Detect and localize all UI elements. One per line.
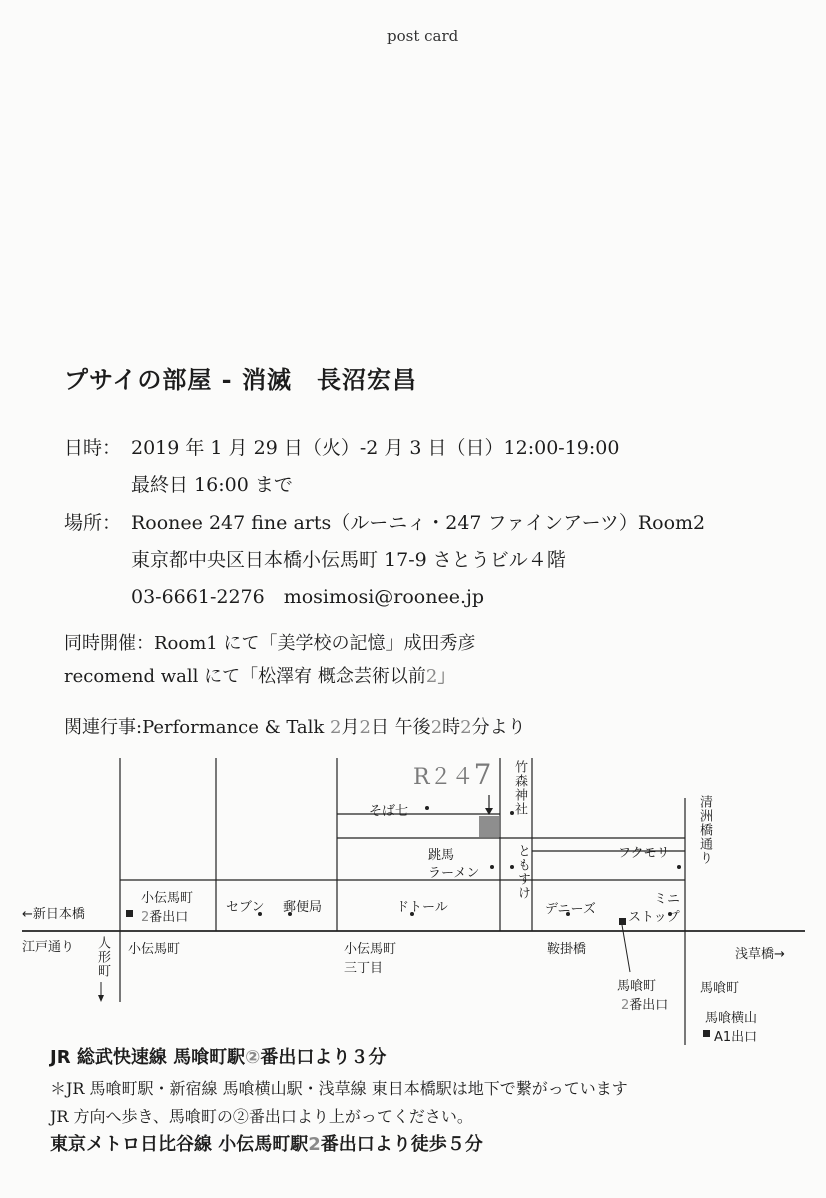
map-label-ministop-2: ストップ — [628, 910, 680, 925]
access-jr-exit-number: ② — [245, 1047, 261, 1068]
venue-name: Roonee 247 fine arts（ルーニィ・247 ファインアーツ）Room2 — [131, 512, 706, 534]
concurrent-line2-suffix: 」 — [437, 666, 456, 687]
map-label-kurakakebashi: 鞍掛橋 — [547, 942, 587, 957]
access-jr-prefix: JR 総武快速線 馬喰町駅 — [50, 1047, 246, 1068]
access-note-2: JR 方向へ歩き、馬喰町の②番出口より上がってください。 — [50, 1107, 473, 1126]
concurrent-line2-number: 2 — [425, 666, 438, 687]
map-label-kodenmacho-station: 小伝馬町 — [141, 891, 194, 906]
map-label-doutor: ドトール — [396, 900, 448, 915]
map-label-kodenmacho-exit — [141, 906, 188, 925]
related-month-unit: 月 — [341, 717, 360, 738]
map-label-shin-nihonbashi: ←新日本橋 — [22, 907, 85, 922]
map-label-ningyocho: 人形町 — [95, 936, 110, 978]
concurrent-line1: 同時開催：Room1 にて「美学校の記憶」成田秀彦 — [64, 633, 476, 654]
related-prefix: 関連行事:Performance & Talk — [64, 717, 331, 738]
dot-sobashichi — [425, 806, 429, 810]
map-label-bakurocho-exit-2 — [621, 994, 668, 1013]
concurrent-line2-prefix: recomend wall にて「松澤宥 概念芸術以前 — [64, 666, 426, 687]
map-bakurocho-exit-number: 2 — [621, 998, 630, 1013]
map-label-dennys: デニーズ — [545, 902, 596, 917]
exit-square-bakurocho — [619, 918, 626, 925]
venue-label: 場所： — [64, 512, 122, 534]
map-label-sobashichi: そば七 — [369, 804, 409, 819]
access-metro — [50, 1130, 483, 1156]
map-label-kodenmacho: 小伝馬町 — [128, 942, 181, 957]
bakurocho-exit-leader — [622, 925, 630, 972]
map-r247-seven: 7 — [473, 758, 492, 791]
map-label-fukumori: フクモリ — [618, 846, 670, 861]
related-month: 2 — [330, 717, 342, 738]
access-jr — [50, 1043, 386, 1069]
access-note-1: ＊JR 馬喰町駅・新宿線 馬喰横山駅・浅草線 東日本橋駅は地下で繋がっています — [50, 1079, 628, 1098]
map-label-bakurocho-exit-1: 馬喰町 — [617, 979, 657, 994]
map-label-kodenmacho3-1: 小伝馬町 — [344, 942, 397, 957]
map-label-a1-exit: A1出口 — [714, 1030, 758, 1045]
map-label-hanouma: 跳馬 — [428, 848, 455, 863]
ningyocho-arrow-head — [98, 995, 104, 1002]
map-label-bakuro-yokoyama: 馬喰横山 — [705, 1011, 758, 1026]
map-kodenmacho-exit-number: 2 — [141, 910, 150, 925]
access-jr-suffix: 番出口より３分 — [260, 1047, 387, 1068]
related-minute: 2 — [460, 717, 472, 738]
map-label-ramen: ラーメン — [428, 866, 480, 881]
related-day-unit: 日 午後 — [370, 717, 431, 738]
exit-square-a1 — [703, 1030, 710, 1037]
access-metro-prefix: 東京メトロ日比谷線 小伝馬町駅 — [50, 1134, 309, 1155]
map-label-kiyosu: 清洲橋通り — [697, 795, 712, 865]
schedule-label: 日時： — [64, 437, 122, 459]
related-minute-unit: 分より — [471, 717, 526, 738]
dot-fukumori — [677, 865, 681, 869]
map-r247 — [413, 758, 491, 791]
map-label-seven: セブン — [226, 900, 265, 915]
map-label-post-office: 郵便局 — [283, 900, 323, 915]
map-r247-text: R２４ — [413, 765, 474, 790]
venue-contact: 03-6661-2276 mosimosi@roonee.jp — [131, 586, 485, 608]
schedule-dates: 2019 年 1 月 29 日（火）-2 月 3 日（日）12:00-19:00 — [131, 437, 620, 459]
exit-square-kodenmacho — [126, 910, 133, 917]
map-label-kodenmacho3-2: 三丁目 — [344, 961, 384, 976]
map-label-asakusabashi: 浅草橋→ — [735, 947, 785, 962]
access-metro-exit-number: 2 — [308, 1134, 321, 1155]
map-bakurocho-exit-text: 番出口 — [629, 998, 669, 1013]
venue-address: 東京都中央区日本橋小伝馬町 17-9 さとうビル４階 — [131, 549, 566, 571]
exhibition-title: プサイの部屋 - 消滅 長沼宏昌 — [64, 365, 417, 394]
access-metro-suffix: 番出口より徒歩５分 — [320, 1134, 483, 1155]
schedule-last-day: 最終日 16:00 まで — [131, 474, 293, 496]
related-event — [64, 713, 526, 739]
related-hour: 2 — [430, 717, 443, 738]
dot-ramen — [490, 865, 494, 869]
map-label-ministop-1: ミニ — [654, 892, 681, 907]
related-hour-unit: 時 — [442, 717, 461, 738]
map-label-bakurocho: 馬喰町 — [700, 981, 740, 996]
related-day: 2 — [359, 717, 371, 738]
postcard-header: post card — [387, 27, 459, 45]
map-label-edodori: 江戸通り — [22, 940, 75, 955]
concurrent-line2 — [64, 662, 455, 688]
map-label-takemori: 竹森神社 — [512, 760, 527, 816]
map-kodenmacho-exit-text: 番出口 — [149, 910, 189, 925]
gallery-building — [479, 816, 499, 837]
access-map — [0, 750, 826, 1045]
map-label-tomosuke: ともすけ — [515, 844, 530, 900]
